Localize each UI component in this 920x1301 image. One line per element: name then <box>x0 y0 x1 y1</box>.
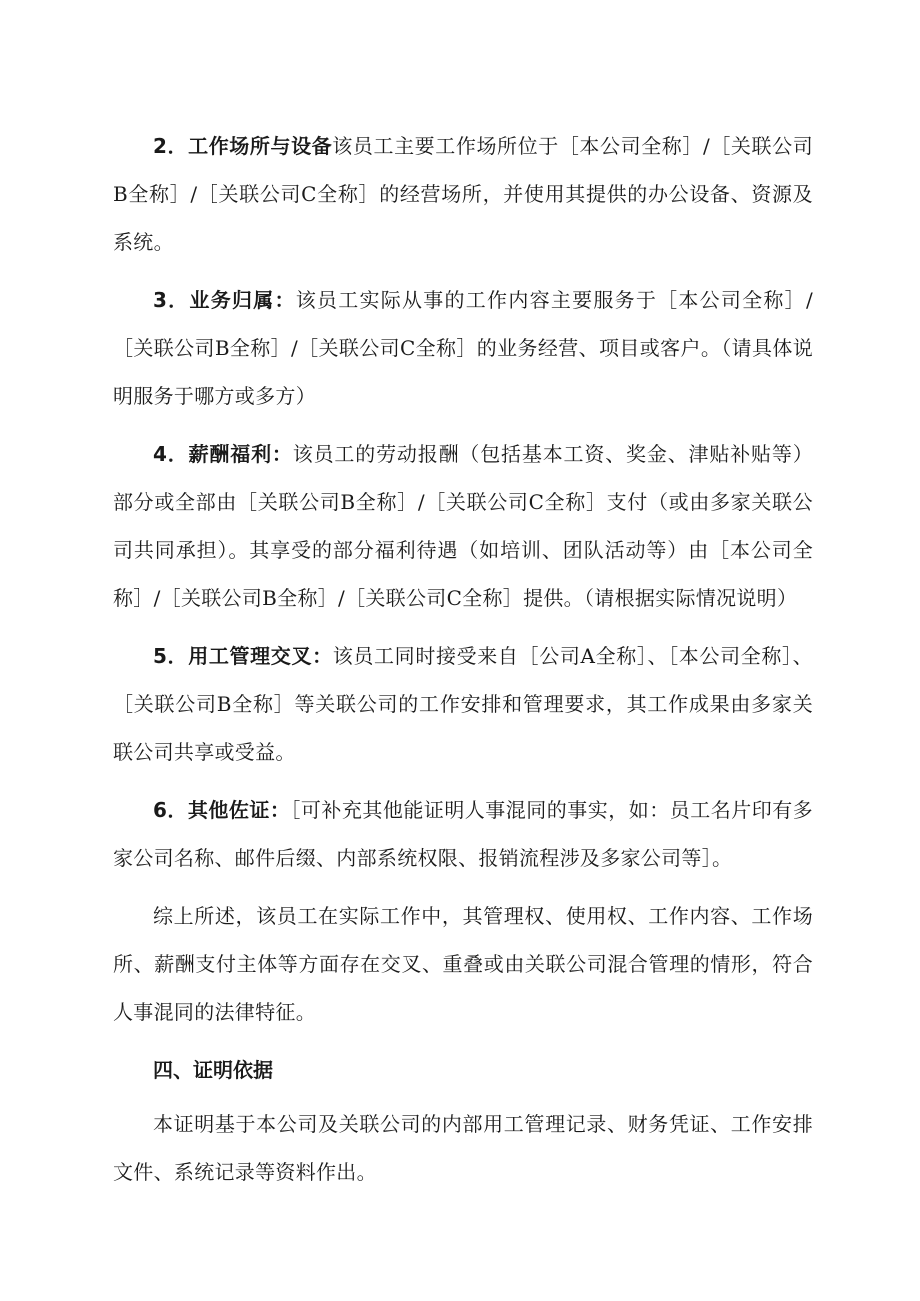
item-salary <box>113 430 813 622</box>
summary-paragraph: 综上所述，该员工在实际工作中，其管理权、使用权、工作内容、工作场所、薪酬支付主体等方面存在交叉、重叠或由关联公司混合管理的情形，符合人事混同的法律特征。 <box>113 904 813 1024</box>
item-lead: 2．工作场所与设备 <box>153 134 333 158</box>
item-management <box>113 632 813 776</box>
item-lead: 4．薪酬福利： <box>153 442 293 466</box>
item-text: 该员工同时接受来自［公司A全称］、［本公司全称］、［关联公司B全称］等关联公司的工作安排和管理要求，其工作成果由多家关联公司共享或受益。 <box>113 644 813 764</box>
item-text: ［可补充其他能证明人事混同的事实，如：员工名片印有多家公司名称、邮件后缀、内部系统权限、报销流程涉及多家公司等］。 <box>113 798 813 870</box>
item-other-evidence <box>113 786 813 882</box>
item-lead: 3．业务归属： <box>153 288 296 312</box>
item-lead: 5．用工管理交叉： <box>153 644 333 668</box>
item-text: 该员工主要工作场所位于［本公司全称］/［关联公司B全称］/［关联公司C全称］的经营场所，并使用其提供的办公设备、资源及系统。 <box>113 134 813 254</box>
item-workplace <box>113 122 813 266</box>
item-text: 该员工的劳动报酬（包括基本工资、奖金、津贴补贴等）部分或全部由［关联公司B全称］/［关联公司C全称］支付（或由多家关联公司共同承担）。其享受的部分福利待遇（如培训、团队活动等）由［本公司全称］/［关联公司B全称］/［关联公司C全称］提供。（请根据实际情况说明） <box>113 442 813 610</box>
section-heading: 四、证明依据 <box>153 1058 273 1082</box>
basis-paragraph: 本证明基于本公司及关联公司的内部用工管理记录、财务凭证、工作安排文件、系统记录等资料作出。 <box>113 1112 813 1184</box>
document-body <box>113 122 813 1206</box>
item-business <box>113 276 813 420</box>
item-lead: 6．其他佐证： <box>153 798 291 822</box>
item-text: 该员工实际从事的工作内容主要服务于［本公司全称］/［关联公司B全称］/［关联公司C全称］的业务经营、项目或客户。（请具体说明服务于哪方或多方） <box>113 288 813 408</box>
